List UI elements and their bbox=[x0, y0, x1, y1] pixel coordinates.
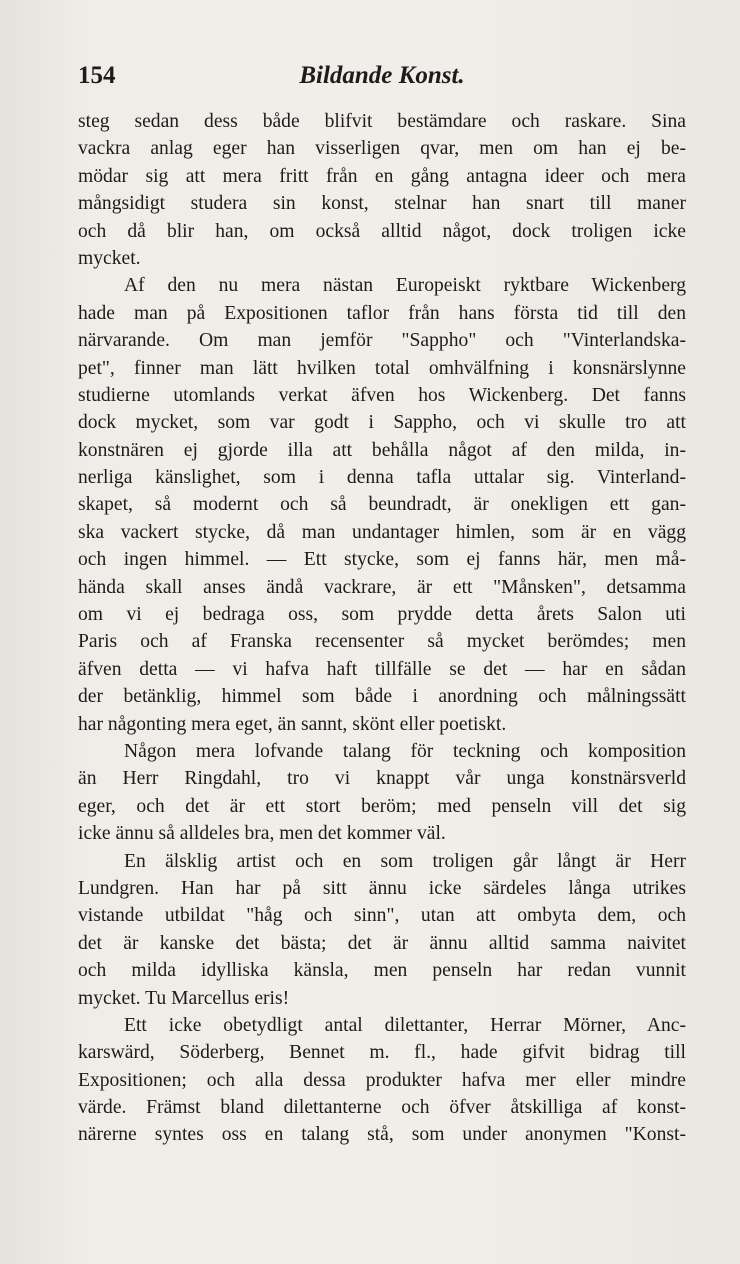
text-line: Expositionen; och alla dessa produkter hafva mer eller mindre bbox=[78, 1069, 686, 1091]
text-line: har någonting mera eget, än sannt, skönt eller poetiskt. bbox=[78, 713, 507, 735]
text-line: icke ännu så alldeles bra, men det kommer väl. bbox=[78, 823, 446, 845]
text-line: vackra anlag eger han visserligen qvar, men om han ej be- bbox=[78, 138, 686, 160]
page-number: 154 bbox=[78, 62, 116, 89]
text-line: mycket. bbox=[78, 247, 141, 269]
text-line: skapet, så modernt och så beundradt, är onekligen ett gan- bbox=[78, 494, 686, 516]
text-line: dock mycket, som var godt i Sappho, och vi skulle tro att bbox=[78, 412, 686, 434]
text-line: der betänklig, himmel som både i anordning och målningssätt bbox=[78, 686, 686, 708]
body-text bbox=[78, 108, 686, 1149]
text-line: om vi ej bedraga oss, som prydde detta årets Salon uti bbox=[78, 604, 686, 626]
text-line: Lundgren. Han har på sitt ännu icke särdeles långa utrikes bbox=[78, 877, 686, 899]
text-line: vistande utbildat "håg och sinn", utan att ombyta dem, och bbox=[78, 905, 686, 927]
text-line: värde. Främst bland dilettanterne och öfver åtskilliga af konst- bbox=[78, 1097, 686, 1119]
text-line: det är kanske det bästa; det är ännu alltid samma naivitet bbox=[78, 932, 686, 954]
text-line: närvarande. Om man jemför "Sappho" och "Vinterlandska- bbox=[78, 330, 686, 352]
text-line: hade man på Expositionen taflor från hans första tid till den bbox=[78, 302, 686, 324]
text-line: ska vackert stycke, då man undantager himlen, som är en vägg bbox=[78, 521, 686, 543]
text-line: Af den nu mera nästan Europeiskt ryktbare Wickenberg bbox=[124, 275, 686, 297]
text-line: närerne syntes oss en talang stå, som under anonymen "Konst- bbox=[78, 1124, 686, 1146]
text-line: och då blir han, om också alltid något, dock troligen icke bbox=[78, 220, 686, 242]
text-line: pet", finner man lätt hvilken total omhvälfning i konsnärslynne bbox=[78, 357, 686, 379]
text-line: Någon mera lofvande talang för teckning och komposition bbox=[124, 740, 686, 762]
text-line: eger, och det är ett stort beröm; med penseln vill det sig bbox=[78, 795, 686, 817]
text-line: En älsklig artist och en som troligen går långt är Herr bbox=[124, 850, 686, 872]
text-line: mycket. Tu Marcellus eris! bbox=[78, 987, 290, 1009]
text-line: mödar sig att mera fritt från en gång antagna ideer och mera bbox=[78, 165, 686, 187]
text-line: Ett icke obetydligt antal dilettanter, Herrar Mörner, Anc- bbox=[124, 1014, 686, 1036]
text-line: studierne utomlands verkat äfven hos Wickenberg. Det fanns bbox=[78, 384, 686, 406]
running-title: Bildande Konst. bbox=[299, 62, 465, 89]
text-line: nerliga känslighet, som i denna tafla uttalar sig. Vinterland- bbox=[78, 467, 686, 489]
text-line: äfven detta — vi hafva haft tillfälle se det — har en sådan bbox=[78, 658, 686, 680]
text-line: och milda idylliska känsla, men penseln har redan vunnit bbox=[78, 960, 686, 982]
text-line: och ingen himmel. — Ett stycke, som ej fanns här, men må- bbox=[78, 549, 686, 571]
page-header bbox=[78, 62, 686, 96]
text-line: konstnären ej gjorde illa att behålla något af den milda, in- bbox=[78, 439, 686, 461]
text-line: mångsidigt studera sin konst, stelnar han snart till maner bbox=[78, 193, 686, 215]
text-line: hända skall anses ändå vackrare, är ett "Månsken", detsamma bbox=[78, 576, 686, 598]
text-line: karswärd, Söderberg, Bennet m. fl., hade gifvit bidrag till bbox=[78, 1042, 686, 1064]
text-line: Paris och af Franska recensenter så mycket berömdes; men bbox=[78, 631, 686, 653]
text-line: än Herr Ringdahl, tro vi knappt vår unga konstnärsverld bbox=[78, 768, 686, 790]
text-line: steg sedan dess både blifvit bestämdare och raskare. Sina bbox=[78, 111, 686, 132]
